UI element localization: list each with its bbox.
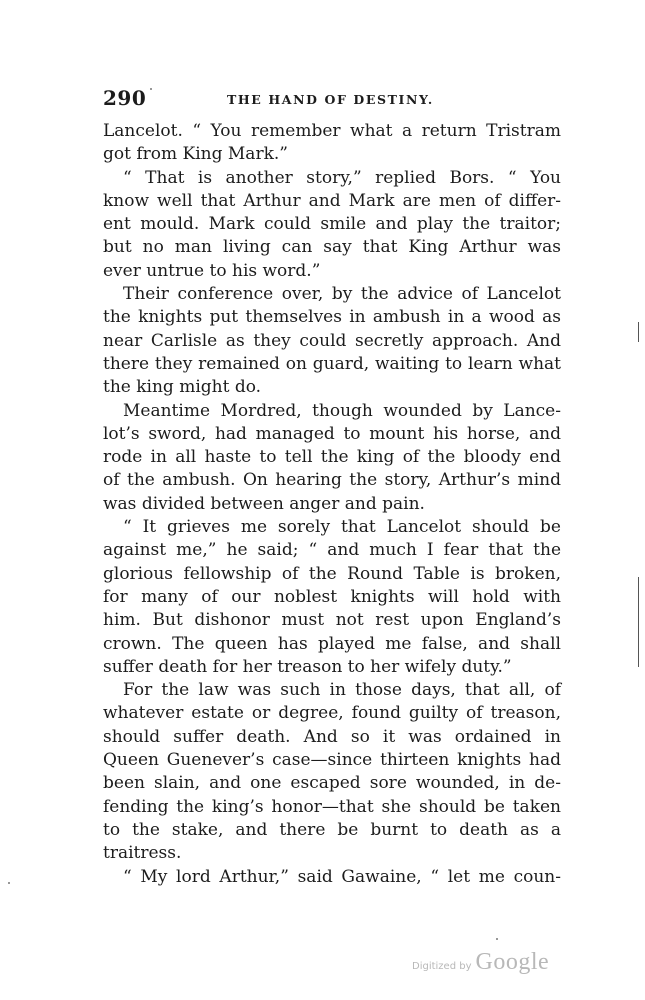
scan-dot — [496, 938, 498, 940]
text-line: the king might do. — [103, 377, 262, 398]
text-line: rode in all haste to tell the king of the bloody end — [103, 447, 561, 468]
google-watermark — [412, 949, 549, 979]
page-number: 290 — [103, 86, 147, 110]
text-line: “ It grieves me sorely that Lancelot should be — [123, 517, 561, 538]
text-line: whatever estate or degree, found guilty of treason, — [103, 703, 561, 724]
text-line: “ That is another story,” replied Bors. “ You — [123, 167, 561, 188]
page-header — [103, 86, 561, 116]
text-line: Their conference over, by the advice of Lancelot — [123, 284, 561, 305]
text-line: fending the king’s honor—that she should be taken — [103, 796, 561, 817]
text-line: got from King Mark.” — [103, 144, 288, 165]
text-line: ent mould. Mark could smile and play the traitor; — [103, 214, 561, 235]
running-title: THE HAND OF DESTINY. — [227, 92, 434, 107]
text-line: there they remained on guard, waiting to learn what — [103, 353, 561, 374]
text-line: to the stake, and there be burnt to death as a — [103, 819, 561, 840]
text-line: him. But dishonor must not rest upon England’s — [103, 610, 561, 631]
text-line: Queen Guenever’s case—since thirteen knights had — [103, 750, 561, 771]
text-line: glorious fellowship of the Round Table is broken, — [103, 563, 561, 584]
text-line: been slain, and one escaped sore wounded, in de- — [103, 773, 561, 794]
text-line: traitress. — [103, 843, 182, 864]
body-text — [103, 120, 561, 889]
scan-dot — [150, 88, 152, 90]
text-line: of the ambush. On hearing the story, Arthur’s mind — [103, 470, 561, 491]
text-line: know well that Arthur and Mark are men of differ- — [103, 190, 561, 211]
text-line: was divided between anger and pain. — [103, 493, 425, 514]
google-logo: Google — [475, 949, 550, 975]
text-line: the knights put themselves in ambush in a wood as — [103, 307, 561, 328]
text-line: suffer death for her treason to her wifely duty.” — [103, 656, 512, 677]
margin-mark — [638, 577, 639, 667]
margin-mark — [638, 322, 639, 342]
text-line: “ My lord Arthur,” said Gawaine, “ let me coun- — [123, 866, 561, 887]
scan-dot — [8, 882, 10, 884]
text-line: For the law was such in those days, that all, of — [123, 680, 561, 701]
text-line: lot’s sword, had managed to mount his horse, and — [103, 423, 561, 444]
text-line: should suffer death. And so it was ordained in — [103, 726, 561, 747]
text-line: but no man living can say that King Arthur was — [103, 237, 561, 258]
text-line: Meantime Mordred, though wounded by Lance- — [123, 400, 561, 421]
text-line: against me,” he said; “ and much I fear that the — [103, 540, 561, 561]
text-line: for many of our noblest knights will hold with — [103, 586, 561, 607]
text-line: near Carlisle as they could secretly approach. And — [103, 330, 561, 351]
watermark-prefix: Digitized by — [412, 961, 472, 972]
text-line: ever untrue to his word.” — [103, 260, 321, 281]
text-line: crown. The queen has played me false, and shall — [103, 633, 561, 654]
text-line: Lancelot. “ You remember what a return Tristram — [103, 121, 561, 141]
